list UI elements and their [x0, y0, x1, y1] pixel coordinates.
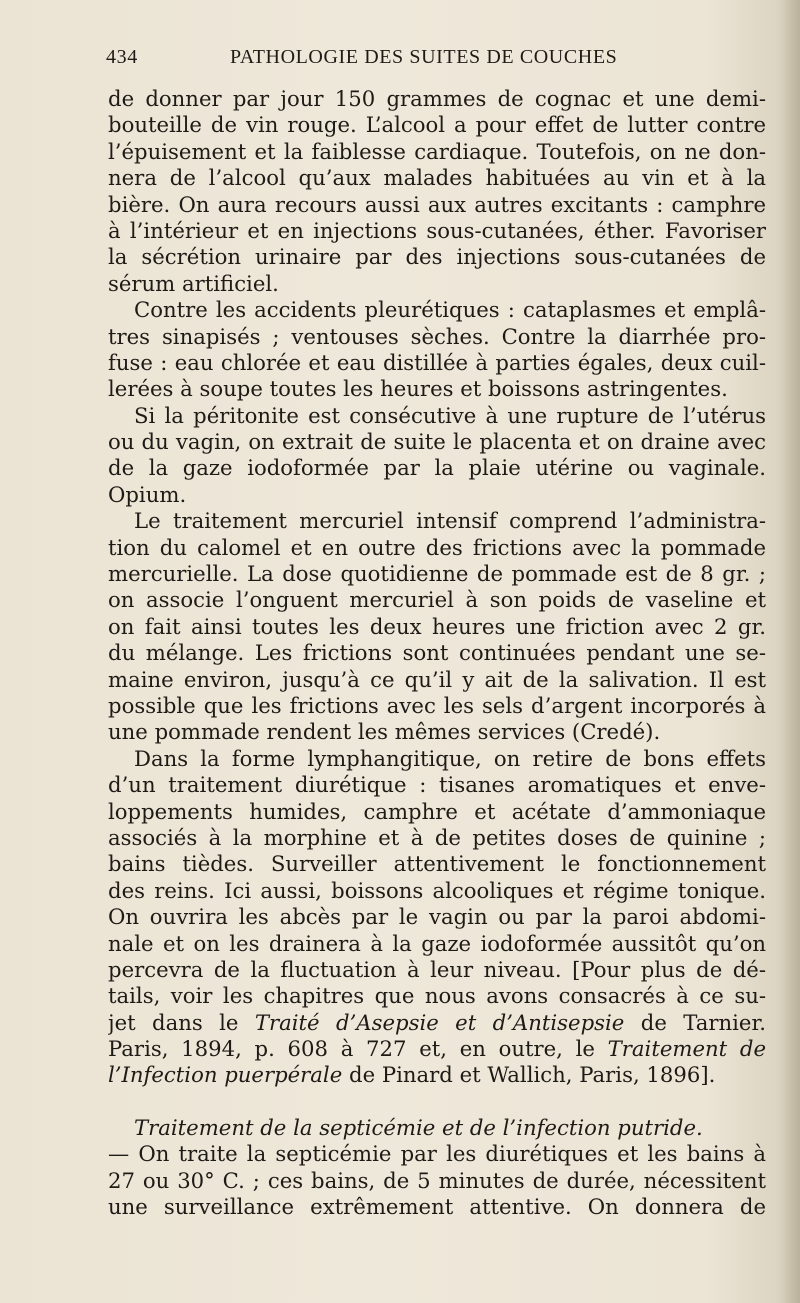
- text-line: 27 ou 30° C. ; ces bains, de 5 minutes de durée, nécessitent: [108, 1167, 766, 1193]
- text-line: fuse : eau chlorée et eau distillée à parties égales, deux cuil-: [108, 349, 766, 375]
- text-line: l’épuisement et la faiblesse cardiaque. Toutefois, on ne don-: [108, 138, 766, 164]
- text-line: d’un traitement diurétique : tisanes aromatiques et enve-: [108, 772, 766, 798]
- text-line: — On traite la septicémie par les diurétiques et les bains à: [108, 1141, 766, 1167]
- text-line: Le traitement mercuriel intensif comprend l’administra-: [134, 508, 766, 534]
- text-line: [108, 1036, 766, 1062]
- text-line: [108, 1010, 766, 1036]
- text-line: tres sinapisés ; ventouses sèches. Contre la diarrhée pro-: [108, 323, 766, 349]
- text-line: Opium.: [108, 481, 187, 507]
- text-line: de la gaze iodoformée par la plaie utérine ou vaginale.: [108, 455, 766, 481]
- text-line: sérum artificiel.: [108, 270, 279, 296]
- text-line: Si la péritonite est consécutive à une rupture de l’utérus: [134, 402, 766, 428]
- italic-title: Traitement de: [607, 1036, 766, 1062]
- body-text: [108, 86, 766, 1220]
- text-line: On ouvrira les abcès par le vagin ou par la paroi abdomi-: [108, 904, 766, 930]
- text-line: bière. On aura recours aussi aux autres excitants : camphre: [108, 191, 766, 217]
- italic-title: l’Infection puerpérale: [108, 1062, 343, 1088]
- text-line: tails, voir les chapitres que nous avons consacrés à ce su-: [108, 983, 766, 1009]
- text-line: on associe l’onguent mercuriel à son poids de vaseline et: [108, 587, 766, 613]
- text-segment: de Tarnier.: [624, 1009, 766, 1035]
- text-line: tion du calomel et en outre des frictions avec la pommade: [108, 534, 766, 560]
- text-line: Dans la forme lymphangitique, on retire de bons effets: [134, 745, 766, 771]
- text-line: mercurielle. La dose quotidienne de pommade est de 8 gr. ;: [108, 561, 766, 587]
- page-number: 434: [106, 46, 138, 68]
- text-line: des reins. Ici aussi, boissons alcooliques et régime tonique.: [108, 877, 766, 903]
- text-line: à l’intérieur et en injections sous-cutanées, éther. Favoriser: [108, 217, 766, 243]
- italic-title: Traité d’Asepsie et d’Antisepsie: [254, 1009, 625, 1035]
- text-line: percevra de la fluctuation à leur niveau. [Pour plus de dé-: [108, 956, 766, 982]
- text-segment: de Pinard et Wallich, Paris, 1896].: [342, 1062, 716, 1088]
- page-header: [106, 46, 754, 76]
- text-line: possible que les frictions avec les sels d’argent incorporés à: [108, 692, 766, 718]
- text-line: [108, 1062, 766, 1088]
- text-segment: jet dans le: [108, 1009, 255, 1035]
- text-line: une surveillance extrêmement attentive. On donnera de: [108, 1194, 766, 1220]
- text-line: nera de l’alcool qu’aux malades habituées au vin et à la: [108, 165, 766, 191]
- text-line: bouteille de vin rouge. L’alcool a pour effet de lutter contre: [108, 112, 766, 138]
- text-line: du mélange. Les frictions sont continuées pendant une se-: [108, 640, 766, 666]
- page-edge-shadow: [782, 0, 800, 1303]
- running-head: PATHOLOGIE DES SUITES DE COUCHES: [230, 46, 618, 68]
- text-line: associés à la morphine et à de petites doses de quinine ;: [108, 824, 766, 850]
- text-line: ou du vagin, on extrait de suite le placenta et on draine avec: [108, 429, 766, 455]
- text-line: loppements humides, camphre et acétate d’ammoniaque: [108, 798, 766, 824]
- text-segment: Paris, 1894, p. 608 à 727 et, en outre, le: [108, 1036, 608, 1062]
- text-line: maine environ, jusqu’à ce qu’il y ait de la salivation. Il est: [108, 666, 766, 692]
- text-line: Contre les accidents pleurétiques : cataplasmes et emplâ-: [134, 297, 766, 323]
- text-line: on fait ainsi toutes les deux heures une friction avec 2 gr.: [108, 613, 766, 639]
- text-line: une pommade rendent les mêmes services (Credé).: [108, 719, 661, 745]
- text-line: la sécrétion urinaire par des injections sous-cutanées de: [108, 244, 766, 270]
- text-line: nale et on les drainera à la gaze iodoformée aussitôt qu’on: [108, 930, 766, 956]
- section-heading: Traitement de la septicémie et de l’infection putride.: [134, 1114, 703, 1140]
- text-line: de donner par jour 150 grammes de cognac et une demi-: [108, 86, 766, 111]
- text-line: bains tièdes. Surveiller attentivement le fonctionnement: [108, 851, 766, 877]
- text-line: lerées à soupe toutes les heures et boissons astringentes.: [108, 376, 728, 402]
- paragraph-gap: [108, 1089, 766, 1115]
